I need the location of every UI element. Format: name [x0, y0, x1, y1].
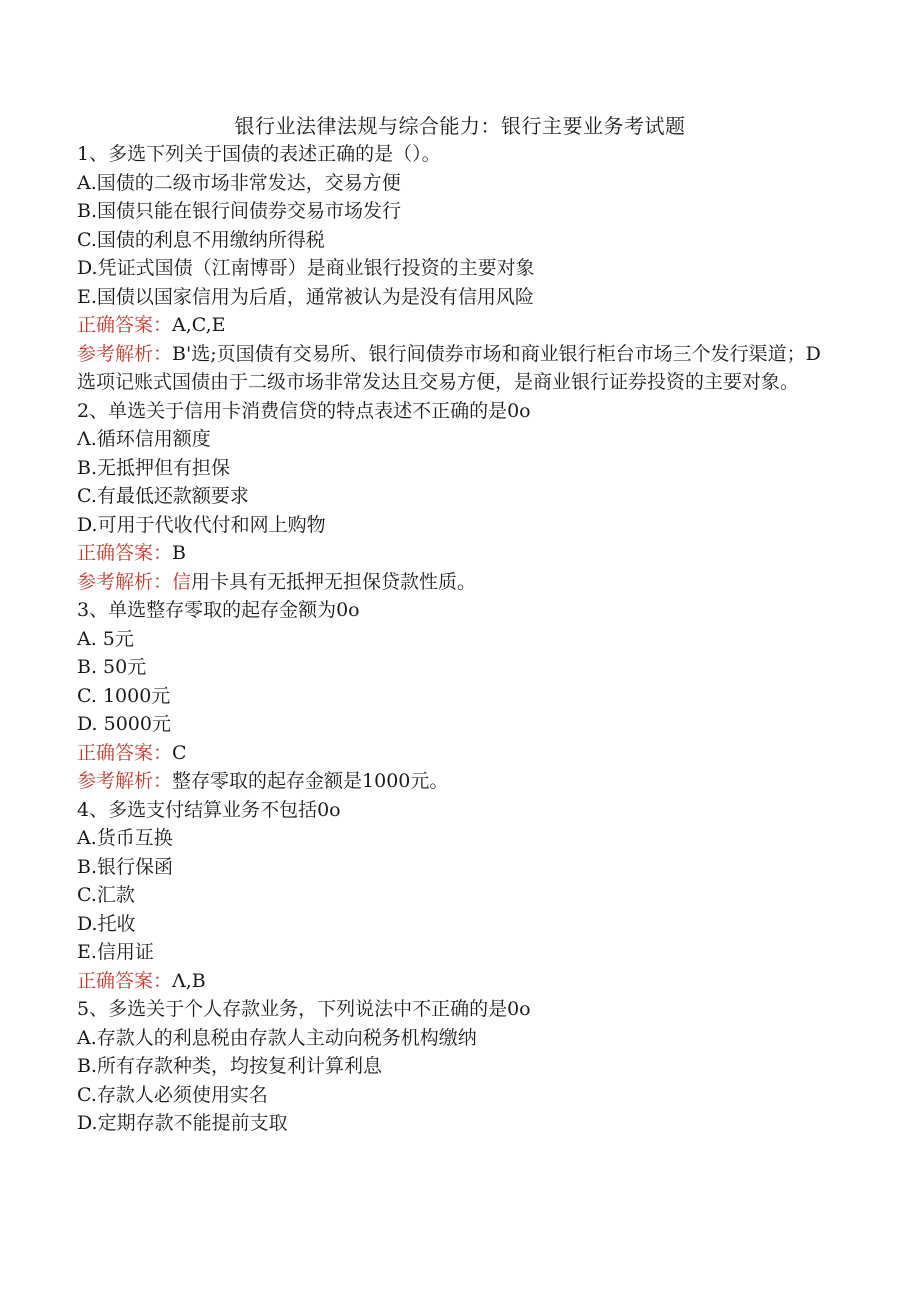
option-e: E.信用证: [77, 941, 154, 963]
option-b: B.国债只能在银行间债券交易市场发行: [77, 200, 402, 222]
option-d: D.托收: [77, 912, 136, 935]
option-e: E.国债以国家信用为后盾，通常被认为是没有信用风险: [77, 285, 534, 308]
analysis-label: 参考解析：: [77, 342, 173, 365]
page-title: 银行业法律法规与综合能力：银行主要业务考试题: [234, 114, 686, 138]
answer-label: 正确答案：: [77, 542, 173, 564]
analysis-label: 参考解析：: [77, 770, 173, 792]
question-stem: 2、单选关于信用卡消费信贷的特点表述不正确的是0o: [77, 399, 531, 422]
question-stem: 3、单选整存零取的起存金额为0o: [77, 599, 360, 621]
option-d: D.凭证式国债（江南博哥）是商业银行投资的主要对象: [77, 257, 535, 279]
option-b: B.无抵押但有担保: [77, 456, 231, 479]
analysis-label: 参考解析：: [77, 570, 173, 593]
option-b: B. 50元: [77, 656, 147, 678]
analysis-text: B'选;页国债有交易所、银行间债券市场和商业银行柜台市场三个发行渠道；D选项记账式国债由于二级市场非常发达且交易方便，是商业银行证券投资的主要对象。: [77, 342, 821, 393]
option-c: C.存款人必须使用实名: [77, 1083, 268, 1106]
question-stem: 1、多选下列关于国债的表述正确的是（）。: [77, 143, 441, 165]
option-a: A.国债的二级市场非常发达，交易方便: [77, 171, 401, 194]
option-c: C.汇款: [77, 884, 135, 906]
option-a: A.存款人的利息税由存款人主动向税务机构缴纳: [77, 1026, 477, 1049]
question-3: [77, 596, 837, 796]
option-a: Λ.循环信用额度: [77, 428, 211, 450]
option-b: B.所有存款种类，均按复利计算利息: [77, 1055, 383, 1077]
answer-line: [77, 539, 837, 568]
analysis-line: [77, 767, 837, 796]
question-4: [77, 796, 837, 996]
answer-label: 正确答案：: [77, 969, 173, 992]
option-a: A.货币互换: [77, 827, 173, 849]
question-stem: 5、多选关于个人存款业务，下列说法中不正确的是0o: [77, 998, 531, 1020]
option-d: D. 5000元: [77, 713, 171, 735]
option-c: C. 1000元: [77, 684, 171, 707]
option-c: C.有最低还款额要求: [77, 485, 249, 507]
answer-line: [77, 739, 837, 768]
answer-label: 正确答案：: [77, 741, 173, 764]
option-b: B.银行保函: [77, 855, 174, 878]
option-d: D.可用于代收代付和网上购物: [77, 513, 326, 536]
analysis-line: [77, 340, 837, 397]
answer-value: C: [172, 741, 187, 764]
option-d: D.定期存款不能提前支取: [77, 1112, 288, 1134]
analysis-text: 整存零取的起存金额是1000元。: [172, 770, 449, 792]
answer-line: [77, 311, 837, 340]
analysis-line: [77, 568, 837, 597]
analysis-text: 用卡具有无抵押无担保贷款性质。: [191, 570, 477, 593]
answer-value: A,C,E: [172, 314, 226, 336]
answer-value: Λ,B: [172, 969, 206, 992]
option-c: C.国债的利息不用缴纳所得税: [77, 228, 325, 251]
answer-label: 正确答案：: [77, 314, 173, 336]
question-list: [77, 140, 837, 1138]
answer-line: [77, 967, 837, 996]
analysis-lead: 信: [172, 570, 192, 593]
answer-value: B: [172, 542, 186, 564]
question-1: [77, 140, 837, 397]
question-5: [77, 995, 837, 1138]
question-2: [77, 397, 837, 597]
option-a: A. 5元: [77, 627, 134, 650]
question-stem: 4、多选支付结算业务不包括0o: [77, 798, 341, 821]
